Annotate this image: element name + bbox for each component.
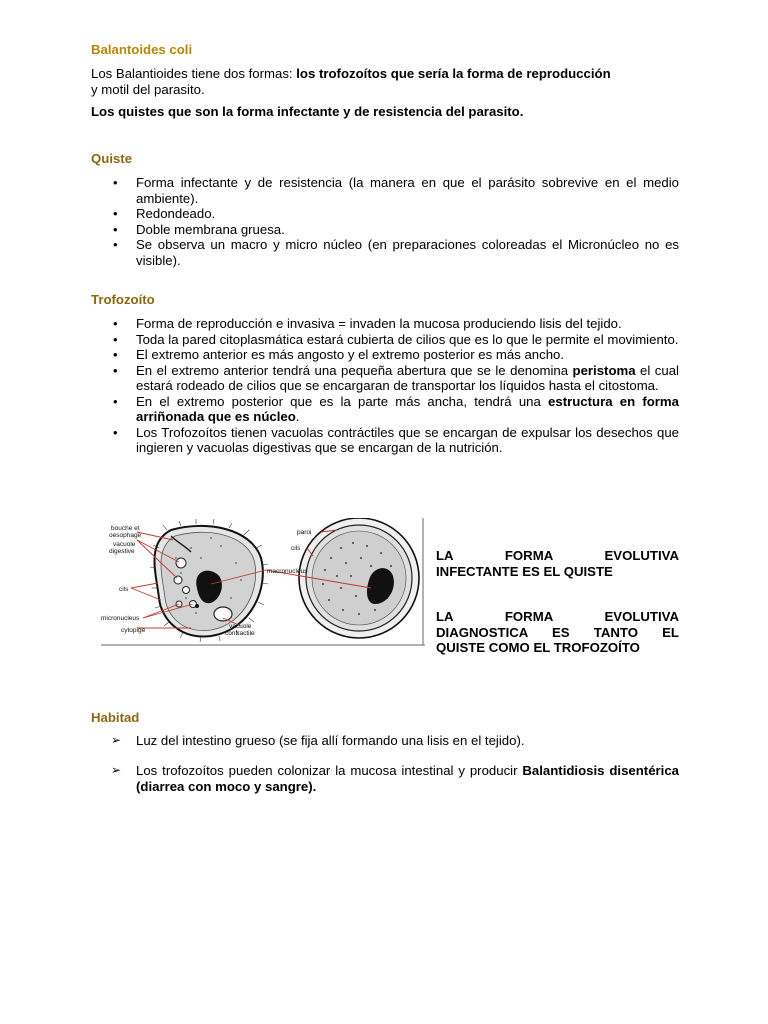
label-vacuole-contractile-1: vacuole: [229, 623, 252, 630]
habitat-heading: Habitad: [91, 710, 140, 725]
label-macronucleus: macronucleus: [267, 568, 308, 575]
list-item: • Doble membrana gruesa.: [91, 222, 679, 238]
quiste-heading: Quiste: [91, 151, 133, 166]
list-item: • En el extremo anterior tendrá una pequeña abertura que se le denomina peristoma el cual estará rodeado de cilios que se encargaran de transportar los líquidos hasta el citostoma.: [91, 363, 679, 394]
side-line: DIAGNOSTICA ES TANTO EL: [436, 624, 679, 640]
side-note-diagnostica: [436, 609, 679, 656]
label-vacuole: vacuole: [113, 541, 136, 548]
label-cils-left: cils: [119, 586, 129, 593]
balantidium-figure: [101, 518, 425, 648]
list-item: • Forma infectante y de resistencia (la manera en que el parásito sobrevive en el medio ambiente).: [91, 175, 679, 206]
habitat-list-1: [91, 733, 679, 749]
label-oesophage: oesophage: [109, 532, 142, 539]
quistes-paragraph: [91, 104, 679, 120]
balantidium-illustration: [101, 518, 425, 648]
label-paroi: paroi: [297, 529, 312, 536]
list-item: ➢ Los trofozoítos pueden colonizar la mucosa intestinal y producir Balantidiosis disentérica (diarrea con moco y sangre).: [111, 763, 679, 794]
list-item: • Forma de reproducción e invasiva = invaden la mucosa produciendo lisis del tejido.: [91, 316, 679, 332]
side-line: LA FORMA EVOLUTIVA: [436, 548, 679, 563]
arrow-bullet-icon: ➢: [111, 763, 122, 777]
list-item: • En el extremo posterior que es la parte más ancha, tendrá una estructura en forma arriñonada que es núcleo.: [91, 394, 679, 425]
list-item: • Los Trofozoítos tienen vacuolas contráctiles que se encargan de expulsar los desechos que ingieren y vacuolas digestivas que se encargan de la nutrición.: [91, 425, 679, 456]
list-item: • Toda la pared citoplasmática estará cubierta de cilios que es lo que le permite el movimiento.: [91, 332, 679, 348]
label-micronucleus: micronucleus: [101, 615, 140, 622]
side-line: LA FORMA EVOLUTIVA: [436, 609, 679, 624]
arrow-bullet-icon: ➢: [111, 733, 122, 747]
cyst-drawing: [299, 518, 419, 638]
intro-text: Los Balantioides tiene dos formas:: [91, 66, 297, 81]
habitat-list-2: [91, 763, 679, 794]
label-bouche: bouche et: [111, 525, 140, 532]
side-note-infectante: [436, 548, 679, 579]
label-cytopige: cytopige: [121, 627, 146, 634]
label-cils-right: cils: [291, 545, 301, 552]
list-item: ➢ Luz del intestino grueso (se fija allí formando una lisis en el tejido).: [111, 733, 525, 748]
quiste-list: [91, 175, 679, 268]
list-item: • Redondeado.: [91, 206, 679, 222]
label-vacuole-contractile-2: contractile: [225, 630, 255, 637]
trofozoito-heading: Trofozoíto: [91, 292, 155, 307]
document-title: Balantoides coli: [91, 42, 193, 57]
list-item: • Se observa un macro y micro núcleo (en preparaciones coloreadas el Micronúcleo no es visible).: [91, 237, 679, 268]
label-digestive: digestive: [109, 548, 135, 555]
intro-bold-text: los trofozoítos que sería la forma de reproducción: [296, 66, 611, 81]
intro-paragraph: [91, 66, 679, 97]
side-line: QUISTE COMO EL TROFOZOÍTO: [436, 640, 640, 655]
trofozoito-list: [91, 316, 679, 456]
quistes-bold-text: Los quistes que son la forma infectante y de resistencia del parasito.: [91, 104, 524, 119]
list-item: • El extremo anterior es más angosto y el extremo posterior es más ancho.: [91, 347, 679, 363]
side-line: INFECTANTE ES EL QUISTE: [436, 563, 613, 579]
intro-text-cont: y motil del parasito.: [91, 81, 205, 97]
